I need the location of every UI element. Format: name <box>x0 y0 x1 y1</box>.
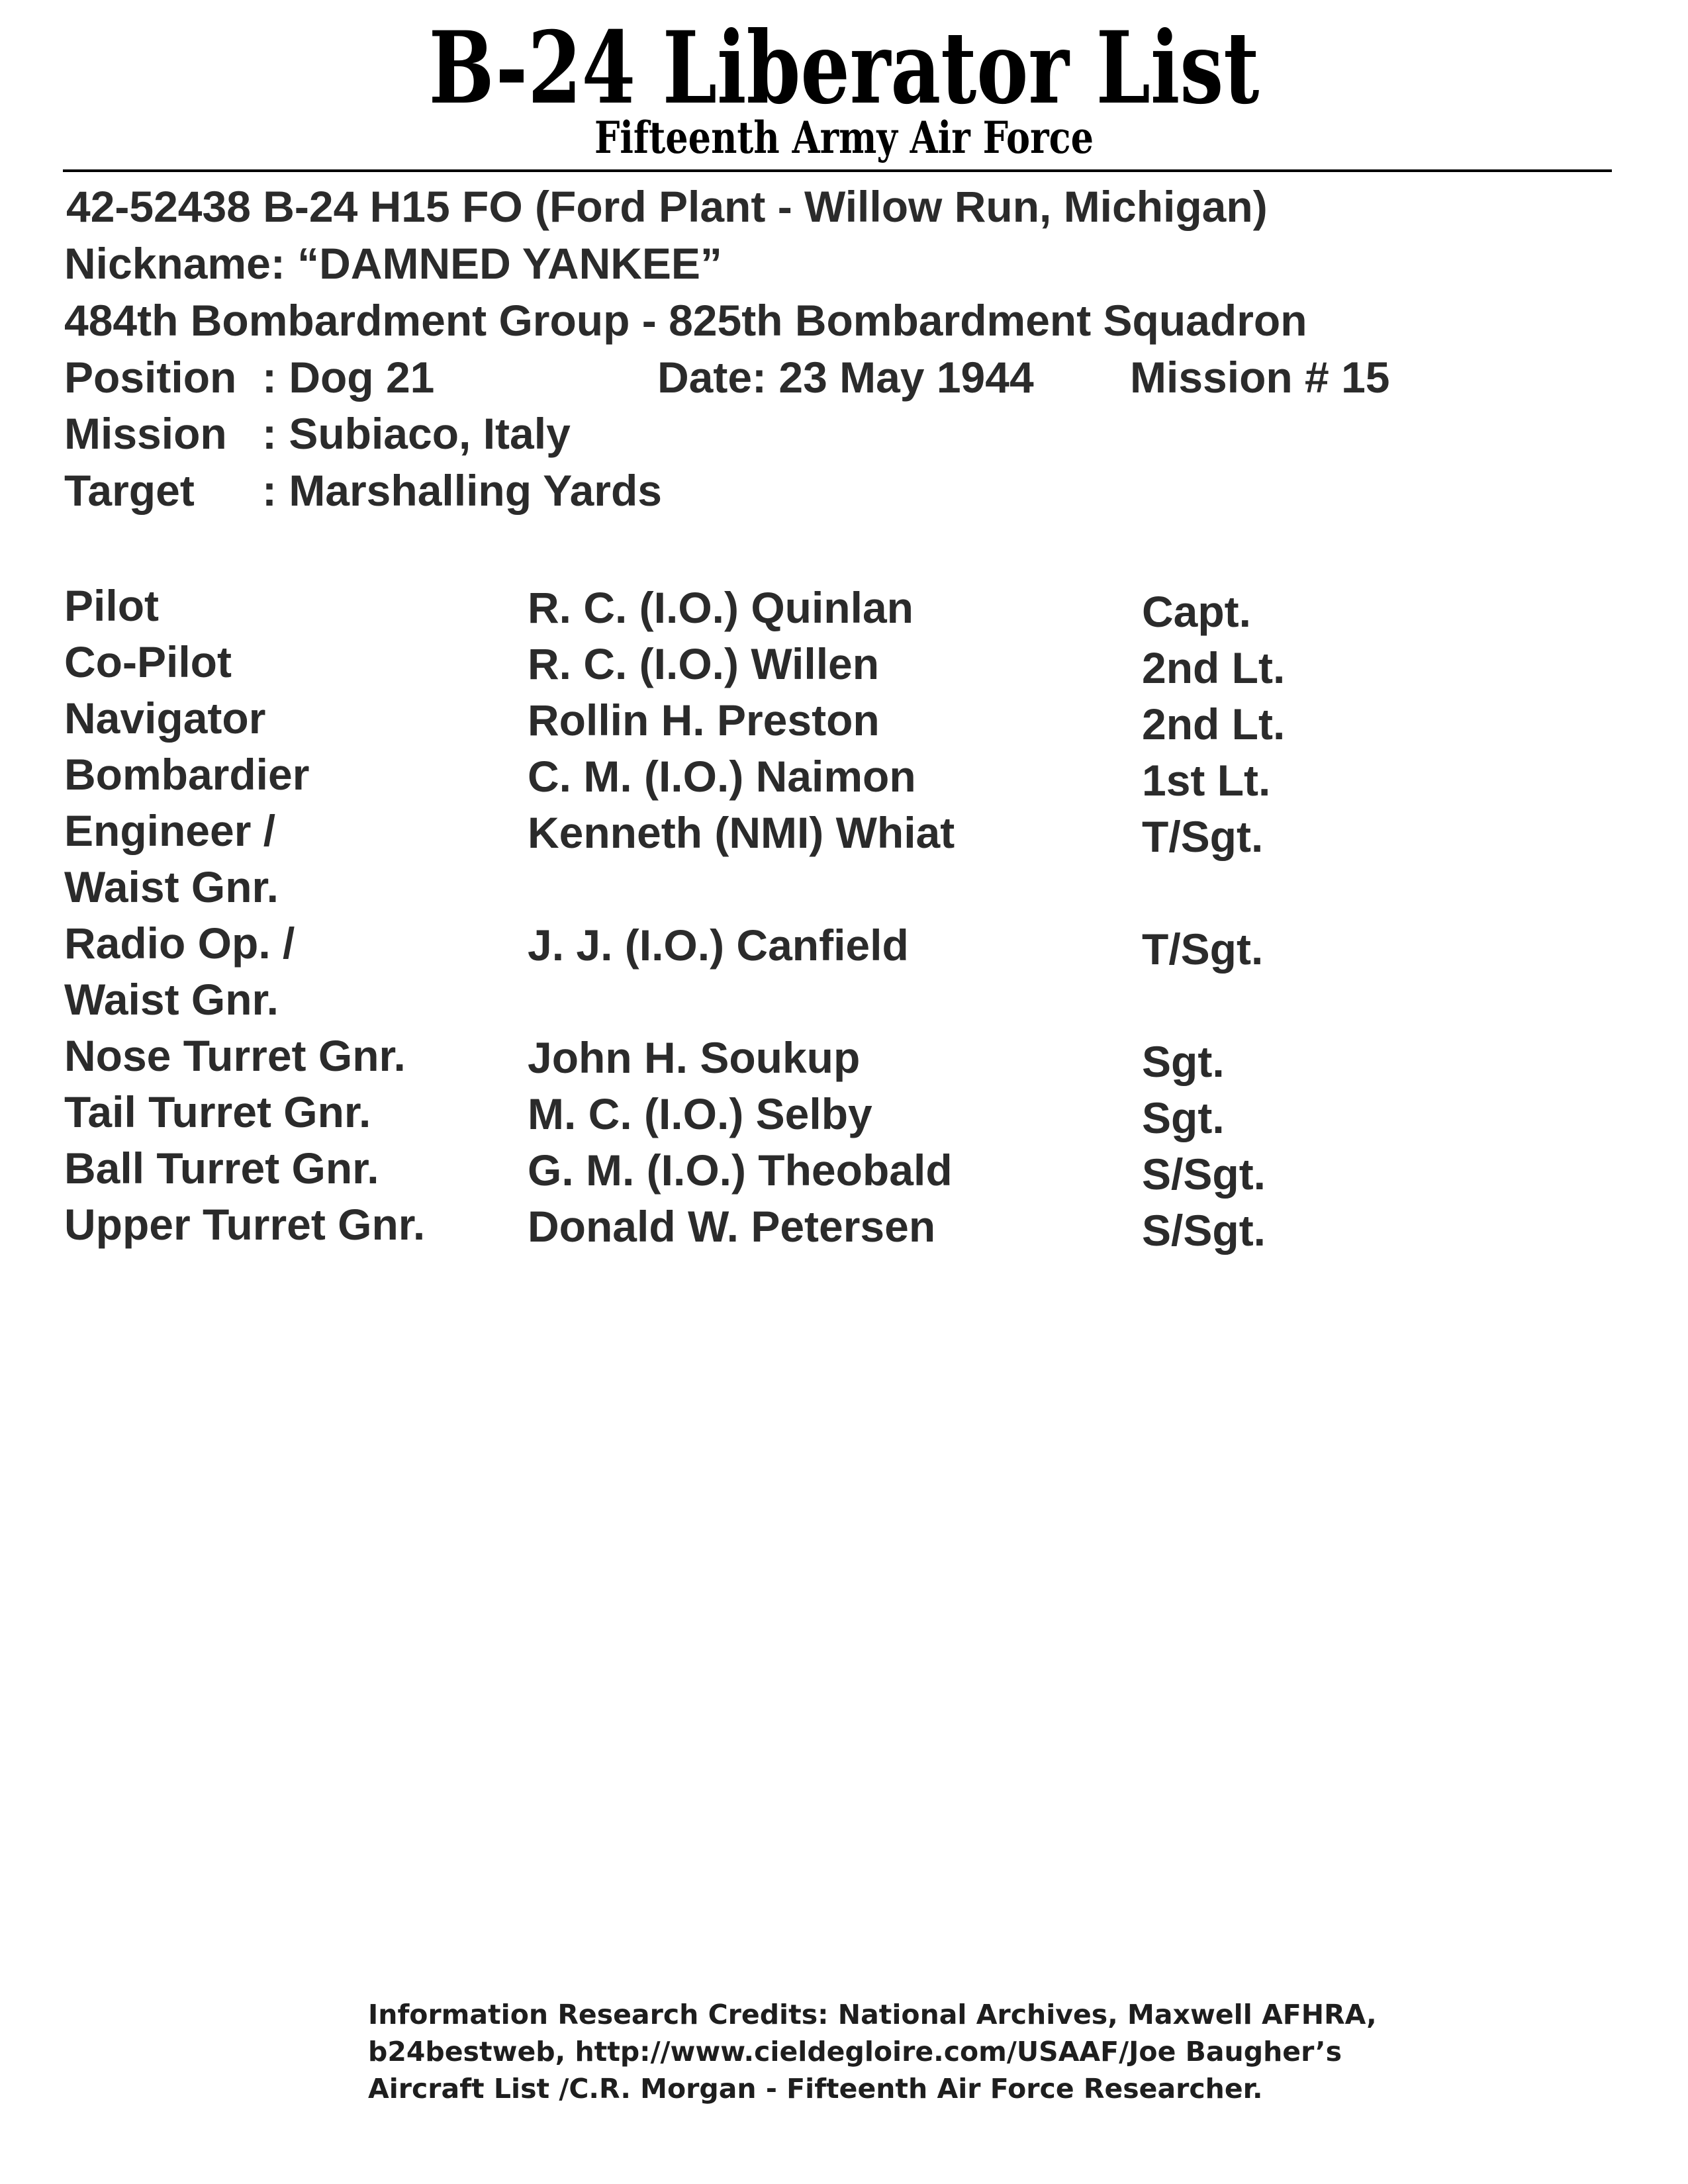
credits-line: Aircraft List /C.R. Morgan - Fifteenth Air Force Researcher. <box>368 2073 1263 2105</box>
position-label: Position <box>64 353 237 402</box>
crew-name: R. C. (I.O.) Quinlan <box>528 583 914 632</box>
crew-rank: Capt. <box>1142 587 1251 636</box>
crew-rank: Sgt. <box>1142 1037 1225 1086</box>
crew-rank: 2nd Lt. <box>1142 700 1286 749</box>
unit-line: 484th Bombardment Group - 825th Bombardment Squadron <box>64 296 1307 345</box>
crew-position-line2: Waist Gnr. <box>64 862 279 911</box>
mission-value: : Subiaco, Italy <box>262 409 571 458</box>
crew-position: Pilot <box>64 581 159 630</box>
crew-position: Navigator <box>64 694 266 743</box>
crew-name: G. M. (I.O.) Theobald <box>528 1146 953 1195</box>
nickname-line: Nickname: “DAMNED YANKEE” <box>64 239 722 288</box>
crew-position: Nose Turret Gnr. <box>64 1031 406 1080</box>
crew-rank: 1st Lt. <box>1142 756 1271 805</box>
crew-name: Kenneth (NMI) Whiat <box>528 808 955 857</box>
mission-number-text: Mission # 15 <box>1130 353 1390 402</box>
position-value: : Dog 21 <box>262 353 435 402</box>
date-text: Date: 23 May 1944 <box>657 353 1034 402</box>
page-title: B-24 Liberator List <box>428 10 1260 126</box>
page-subtitle: Fifteenth Army Air Force <box>594 112 1094 163</box>
crew-rank: Sgt. <box>1142 1093 1225 1142</box>
crew-name: Rollin H. Preston <box>528 696 880 745</box>
mission-label: Mission <box>64 409 227 458</box>
credits-line: Information Research Credits: National Archives, Maxwell AFHRA, <box>368 1999 1377 2030</box>
crew-rank: T/Sgt. <box>1142 812 1264 861</box>
crew-rank: 2nd Lt. <box>1142 643 1286 692</box>
crew-position: Ball Turret Gnr. <box>64 1144 379 1193</box>
crew-rank: S/Sgt. <box>1142 1150 1266 1199</box>
research-credits <box>368 1996 1493 2107</box>
crew-name: C. M. (I.O.) Naimon <box>528 752 916 801</box>
crew-name: M. C. (I.O.) Selby <box>528 1089 872 1138</box>
credits-line: b24bestweb, http://www.cieldegloire.com/USAAF/Joe Baugher’s <box>368 2036 1342 2068</box>
crew-position: Engineer / <box>64 806 276 855</box>
crew-name: John H. Soukup <box>528 1033 861 1082</box>
crew-position: Co-Pilot <box>64 637 232 686</box>
header-divider <box>63 169 1612 172</box>
crew-rank: T/Sgt. <box>1142 925 1264 974</box>
crew-position: Bombardier <box>64 750 310 799</box>
crew-rank: S/Sgt. <box>1142 1206 1266 1255</box>
target-value: : Marshalling Yards <box>262 466 662 515</box>
serial-line: 42-52438 B-24 H15 FO (Ford Plant - Willow Run, Michigan) <box>66 182 1268 231</box>
crew-position-line2: Waist Gnr. <box>64 975 279 1024</box>
crew-position: Tail Turret Gnr. <box>64 1087 371 1136</box>
crew-position: Upper Turret Gnr. <box>64 1200 426 1249</box>
target-label: Target <box>64 466 195 515</box>
crew-position: Radio Op. / <box>64 919 295 968</box>
crew-name: J. J. (I.O.) Canfield <box>528 921 909 970</box>
crew-name: Donald W. Petersen <box>528 1202 936 1251</box>
crew-name: R. C. (I.O.) Willen <box>528 639 880 688</box>
